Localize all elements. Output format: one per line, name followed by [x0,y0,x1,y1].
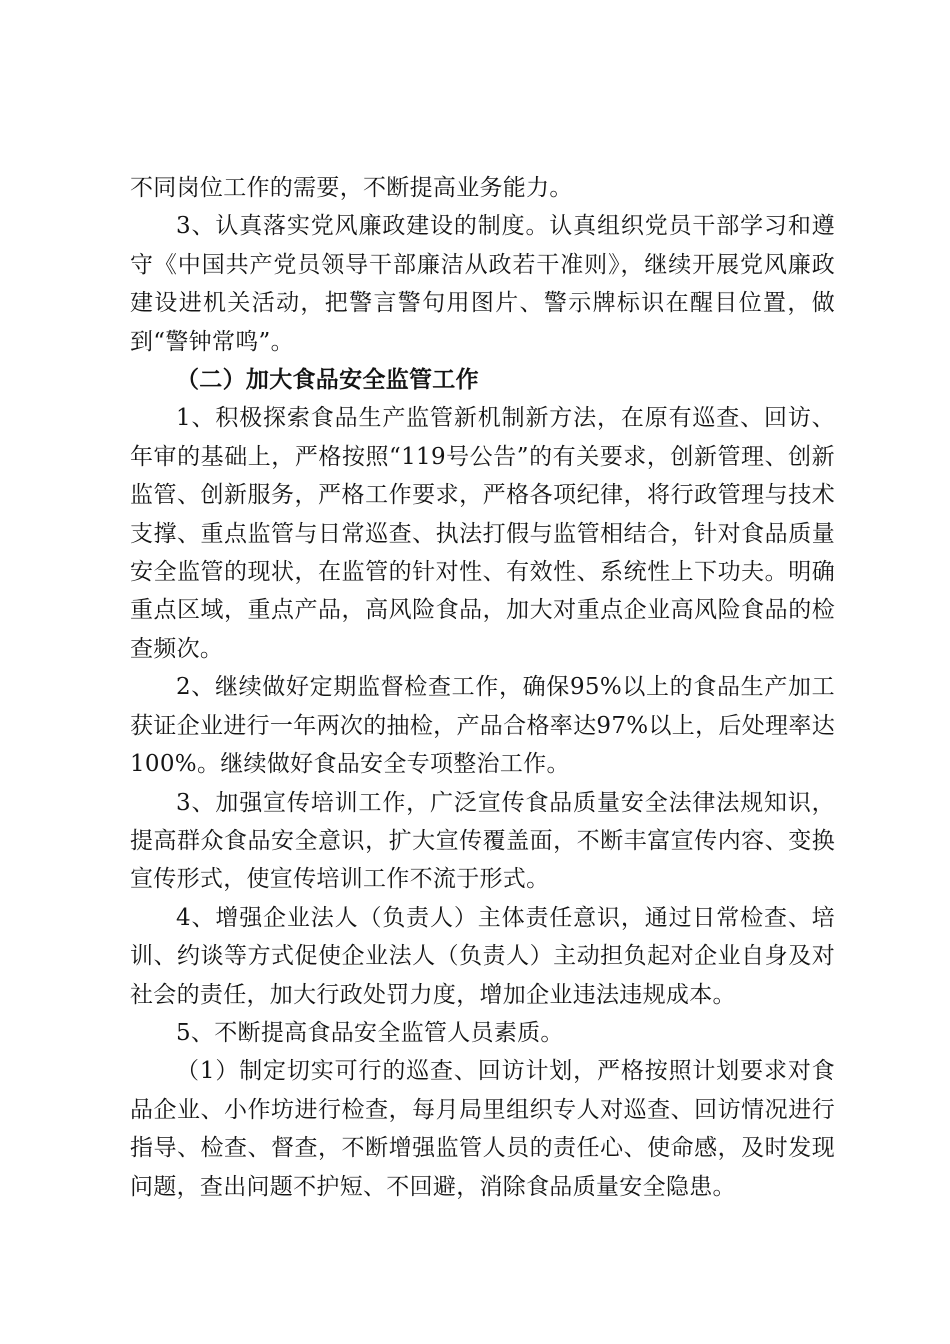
paragraph-continuation: 不同岗位工作的需要，不断提高业务能力。 [130,175,573,201]
paragraph-item-2-inspection: 2、继续做好定期监督检查工作，确保95%以上的食品生产加工获证企业进行一年两次的抽检，产品合格率达97%以上，后处理率达100%。继续做好食品安全专项整治工作。 [130,674,835,778]
paragraph-item-3-party-conduct: 3、认真落实党风廉政建设的制度。认真组织党员干部学习和遵守《中国共产党员领导干部廉洁从政若干准则》，继续开展党风廉政建设进机关活动，把警言警句用图片、警示牌标识在醒目位置，做到“警钟常鸣”。 [130,213,835,355]
paragraph-item-1-supervision: 1、积极探索食品生产监管新机制新方法，在原有巡查、回访、年审的基础上，严格按照“119号公告”的有关要求，创新管理、创新监管、创新服务，严格工作要求，严格各项纪律，将行政管理与技术支撑、重点监管与日常巡查、执法打假与监管相结合，针对食品质量安全监管的现状，在监管的针对性、有效性、系统性上下功夫。明确重点区域，重点产品，高风险食品，加大对重点企业高风险食品的检查频次。 [130,405,835,662]
paragraph-subitem-1-patrol-plan: （1）制定切实可行的巡查、回访计划，严格按照计划要求对食品企业、小作坊进行检查，每月局里组织专人对巡查、回访情况进行指导、检查、督查，不断增强监管人员的责任心、使命感，及时发现问题，查出问题不护短、不回避，消除食品质量安全隐患。 [130,1058,835,1200]
section-heading-food-safety: （二）加大食品安全监管工作 [176,366,479,394]
paragraph-item-4-responsibility: 4、增强企业法人（负责人）主体责任意识，通过日常检查、培训、约谈等方式促使企业法人（负责人）主动担负起对企业自身及对社会的责任，加大行政处罚力度，增加企业违法违规成本。 [130,904,835,1008]
document-body [130,169,835,1206]
paragraph-item-3-publicity: 3、加强宣传培训工作，广泛宣传食品质量安全法律法规知识，提高群众食品安全意识，扩大宣传覆盖面，不断丰富宣传内容、变换宣传形式，使宣传培训工作不流于形式。 [130,789,835,893]
paragraph-item-5-staff-quality: 5、不断提高食品安全监管人员素质。 [176,1019,564,1046]
